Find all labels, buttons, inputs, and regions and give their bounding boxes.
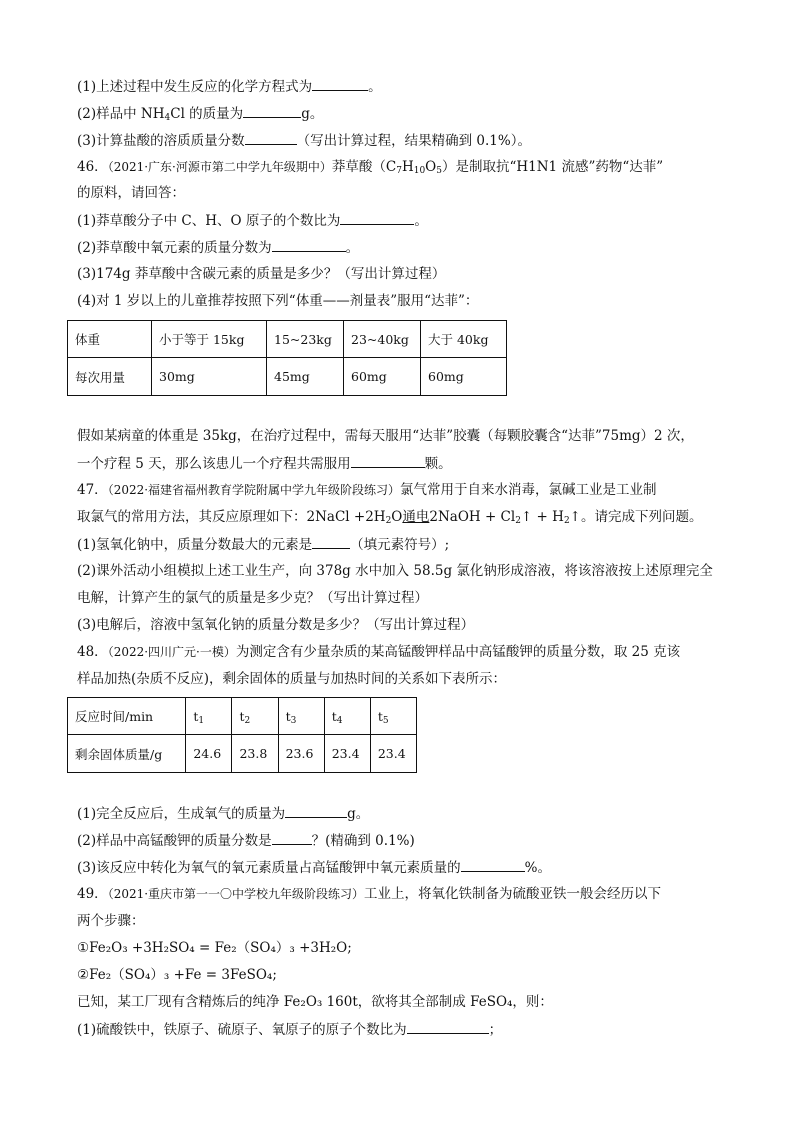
q49-part1: (1)硫酸铁中，铁原子、硫原子、氧原子的原子个数比为 ；: [77, 1022, 503, 1038]
q46-intro-line2: 的原料，请回答：: [77, 185, 185, 201]
table-cell: $t_2$: [232, 698, 278, 735]
answer-blank[interactable]: [351, 454, 425, 468]
q48-part2: (2)样品中高锰酸钾的质量分数是 ？(精确到 0.1%): [77, 833, 415, 849]
q46-intro: 46．（2021·广东·河源市第二中学九年级期中）莽草酸$(C_7H_{10}O_5)$是制取抗“H1N1 流感”药物“达菲”: [77, 159, 664, 176]
q49-intro-line2: 两个步骤：: [77, 913, 145, 929]
answer-blank[interactable]: [272, 238, 346, 252]
table-cell: $t_1$: [186, 698, 232, 735]
answer-blank[interactable]: [272, 831, 312, 845]
table-cell: 反应时间/min: [68, 698, 186, 735]
answer-blank[interactable]: [461, 858, 525, 872]
table-cell: 23.8: [232, 735, 278, 773]
q47-equation-line: 取氯气的常用方法，其反应原理如下：2NaCl $+2H_2O$通电2NaOH + $Cl_2↑$ + $H_2↑$。请完成下列问题。: [77, 509, 703, 526]
answer-blank[interactable]: [312, 535, 350, 549]
q48-intro-line2: 样品加热(杂质不反应)，剩余固体的质量与加热时间的关系如下表所示：: [77, 671, 507, 687]
answer-blank[interactable]: [285, 804, 347, 818]
table-cell: 大于 40kg: [421, 321, 507, 358]
q45-part2: (2)样品中 $NH_4Cl$ 的质量为 g。: [77, 106, 324, 123]
table-cell: 60mg: [344, 358, 421, 396]
q49-step1: ①Fe₂O₃ +3H₂SO₄ = Fe₂（SO₄）₃ +3H₂O;: [77, 940, 352, 956]
table-row: [68, 321, 507, 358]
table-cell: $t_3$: [278, 698, 324, 735]
answer-blank[interactable]: [340, 211, 414, 225]
table-cell: 23.4: [370, 735, 416, 773]
table-row: [68, 735, 417, 773]
table-cell: 剩余固体质量/g: [68, 735, 186, 773]
q46-part2: (2)莽草酸中氧元素的质量分数为 。: [77, 240, 360, 256]
q46-part3: (3)174g 莽草酸中含碳元素的质量是多少？（写出计算过程）: [77, 266, 446, 282]
table-row: [68, 698, 417, 735]
q46-after-line1: 假如某病童的体重是 35kg，在治疗过程中，需每天服用“达菲”胶囊（每颗胶囊含“达菲”75mg）2 次，: [77, 428, 694, 444]
q48-part3: (3)该反应中转化为氧气的氧元素质量占高锰酸钾中氧元素质量的 %。: [77, 860, 551, 876]
dosage-table: [67, 320, 507, 396]
q48-intro: 48．（2022·四川广元·一模）为测定含有少量杂质的某高锰酸钾样品中高锰酸钾的质量分数，取 25 克该: [77, 644, 681, 660]
answer-blank[interactable]: [407, 1020, 489, 1034]
table-cell: 23~40kg: [344, 321, 421, 358]
q45-part1: (1)上述过程中发生反应的化学方程式为 。: [77, 79, 382, 95]
answer-blank[interactable]: [245, 131, 297, 145]
table-cell: 24.6: [186, 735, 232, 773]
q47-part2-line1: (2)课外活动小组模拟上述工业生产，向 378g 水中加入 58.5g 氯化钠形成溶液，将该溶液按上述原理完全: [77, 563, 713, 579]
table-cell: 23.6: [278, 735, 324, 773]
answer-blank[interactable]: [243, 104, 301, 118]
table-cell: 小于等于 15kg: [152, 321, 267, 358]
q46-part4: (4)对 1 岁以上的儿童推荐按照下列“体重——剂量表”服用“达菲”：: [77, 293, 479, 309]
q47-part2-line2: 电解，计算产生的氯气的质量是多少克？（写出计算过程）: [77, 590, 428, 606]
q47-part1: (1)氢氧化钠中，质量分数最大的元素是 （填元素符号）;: [77, 537, 450, 553]
table-cell: $t_4$: [324, 698, 370, 735]
q49-known: 已知，某工厂现有含精炼后的纯净 Fe₂O₃ 160t，欲将其全部制成 FeSO₄，则：: [77, 994, 553, 1010]
table-cell: 每次用量: [68, 358, 152, 396]
table-cell: 45mg: [267, 358, 344, 396]
table-cell: 30mg: [152, 358, 267, 396]
q47-intro: 47．（2022·福建省福州教育学院附属中学九年级阶段练习）氯气常用于自来水消毒，氯碱工业是工业制: [77, 482, 657, 498]
table-cell: 15~23kg: [267, 321, 344, 358]
q49-intro: 49．（2021·重庆市第一一〇中学校九年级阶段练习）工业上，将氧化铁制备为硫酸亚铁一般会经历以下: [77, 886, 662, 902]
q45-part3: (3)计算盐酸的溶质质量分数 （写出计算过程，结果精确到 0.1%）。: [77, 133, 531, 149]
table-row: [68, 358, 507, 396]
q48-part1: (1)完全反应后，生成氧气的质量为 g。: [77, 806, 370, 822]
q46-after-line2: 一个疗程 5 天，那么该患儿一个疗程共需服用 颗。: [77, 456, 452, 472]
heating-table: [67, 697, 417, 773]
table-cell: 体重: [68, 321, 152, 358]
table-cell: $t_5$: [370, 698, 416, 735]
q46-part1: (1)莽草酸分子中 C、H、O 原子的个数比为 。: [77, 213, 428, 229]
q49-step2: ②Fe₂（SO₄）₃ +Fe = 3FeSO₄;: [77, 967, 277, 983]
q47-part3: (3)电解后，溶液中氢氧化钠的质量分数是多少？（写出计算过程）: [77, 617, 475, 633]
table-cell: 23.4: [324, 735, 370, 773]
table-cell: 60mg: [421, 358, 507, 396]
answer-blank[interactable]: [312, 77, 368, 91]
